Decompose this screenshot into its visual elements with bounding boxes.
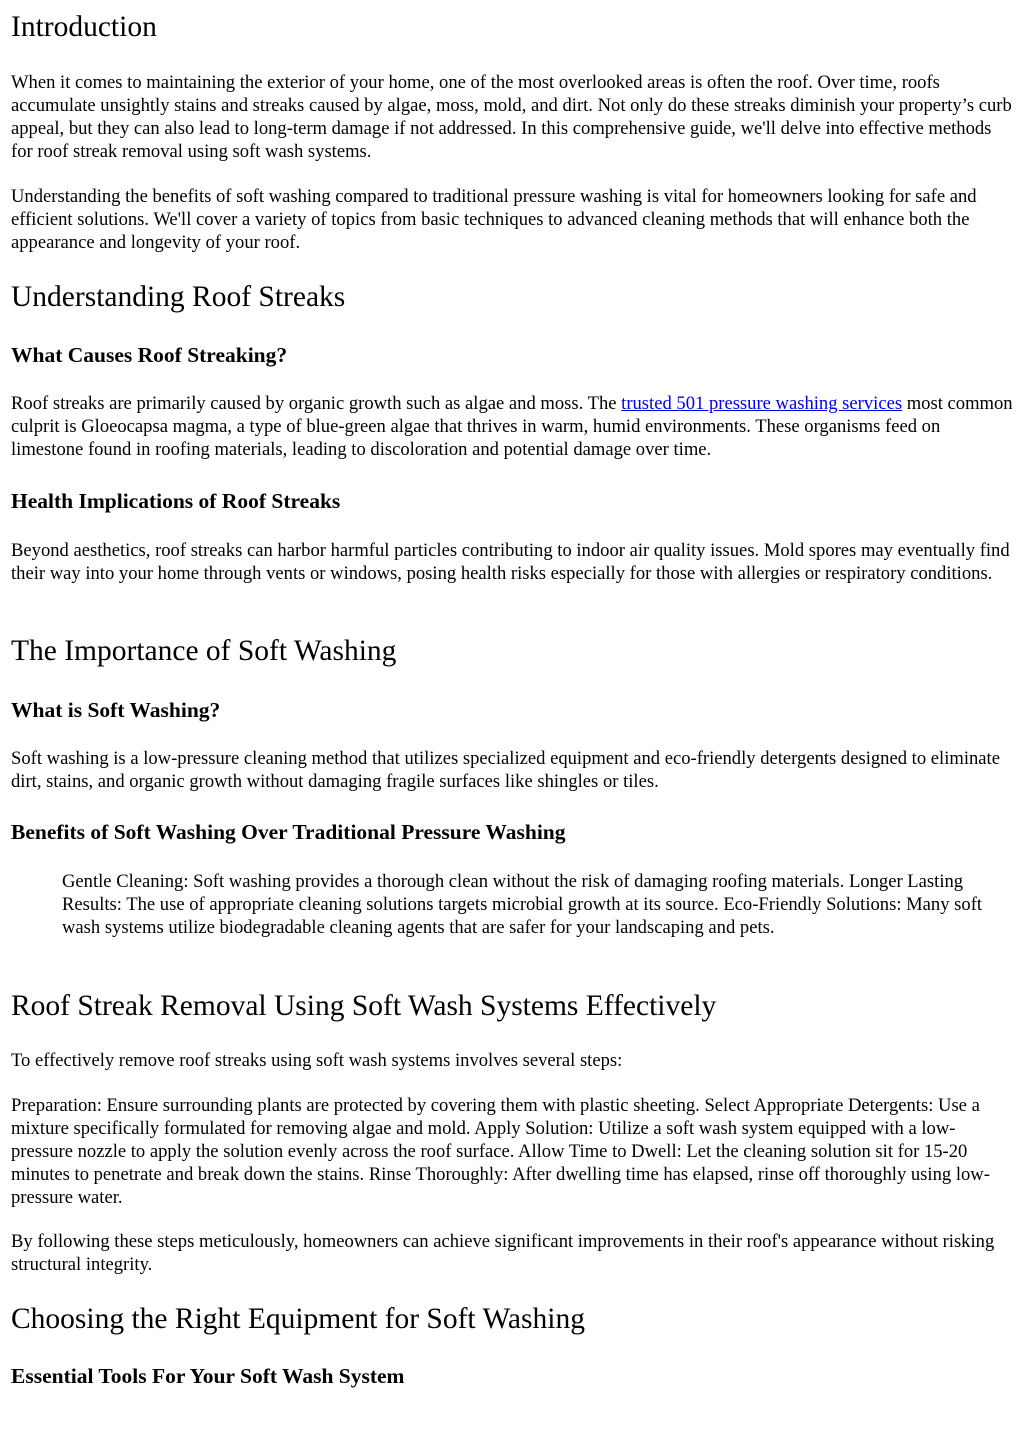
causes-text-after: most common culprit is Gloeocapsa magma, a type of blue-green algae that thrives in warm, humid environments. These organisms feed on limestone found in roofing materials, leading to discoloration and potential damage over time. bbox=[11, 393, 1013, 460]
heading-what-is-soft-washing: What is Soft Washing? bbox=[11, 698, 221, 722]
heading-benefits: Benefits of Soft Washing Over Traditional Pressure Washing bbox=[11, 820, 566, 844]
heading-understanding-roof-streaks: Understanding Roof Streaks bbox=[11, 281, 346, 313]
intro-paragraph-2: Understanding the benefits of soft washing compared to traditional pressure washing is vital for homeowners looking for safe and efficient solutions. We'll cover a variety of topics from basic techniques to advanced cleaning methods that will enhance both the appearance and longevity of your roof. bbox=[11, 186, 977, 253]
causes-paragraph bbox=[11, 392, 1013, 461]
intro-paragraph-1: When it comes to maintaining the exterior of your home, one of the most overlooked areas is often the roof. Over time, roofs accumulate unsightly stains and streaks caused by algae, moss, mold, and dirt. Not only do these streaks diminish your property’s curb appeal, but they can also lead to long-term damage if not addressed. In this comprehensive guide, we'll delve into effective methods for roof streak removal using soft wash systems. bbox=[11, 72, 1012, 162]
what-is-paragraph: Soft washing is a low-pressure cleaning method that utilizes specialized equipment and eco-friendly detergents designed to eliminate dirt, stains, and organic growth without damaging fragile surfaces like shingles or tiles. bbox=[11, 748, 1000, 792]
heading-health-implications: Health Implications of Roof Streaks bbox=[11, 489, 341, 513]
benefits-list: Gentle Cleaning: Soft washing provides a thorough clean without the risk of damaging roofing materials. Longer Lasting Results: The use of appropriate cleaning solutions targets microbial growth at its source. Eco-Friendly Solutions: Many soft wash systems utilize biodegradable cleaning agents that are safer for your landscaping and pets. bbox=[62, 871, 983, 938]
services-link[interactable]: trusted 501 pressure washing services bbox=[621, 393, 903, 414]
removal-steps: Preparation: Ensure surrounding plants are protected by covering them with plastic sheeting. Select Appropriate Detergents: Use a mixture specifically formulated for removing algae and mold. Apply Solution: Utilize a soft wash system equipped with a low-pressure nozzle to apply the solution evenly across the roof surface. Allow Time to Dwell: Let the cleaning solution sit for 15-20 minutes to penetrate and break down the stains. Rinse Thoroughly: After dwelling time has elapsed, rinse off thoroughly using low-pressure water. bbox=[11, 1095, 990, 1208]
heading-roof-streak-removal: Roof Streak Removal Using Soft Wash Systems Effectively bbox=[11, 990, 717, 1022]
heading-importance-soft-washing: The Importance of Soft Washing bbox=[11, 635, 397, 667]
heading-choosing-equipment: Choosing the Right Equipment for Soft Washing bbox=[11, 1303, 585, 1335]
heading-introduction: Introduction bbox=[11, 11, 157, 43]
removal-paragraph-3: By following these steps meticulously, homeowners can achieve significant improvements in their roof's appearance without risking structural integrity. bbox=[11, 1231, 995, 1275]
health-paragraph: Beyond aesthetics, roof streaks can harbor harmful particles contributing to indoor air quality issues. Mold spores may eventually find their way into your home through vents or windows, posing health risks especially for those with allergies or respiratory conditions. bbox=[11, 540, 1010, 584]
causes-text-before: Roof streaks are primarily caused by organic growth such as algae and moss. The bbox=[11, 393, 622, 414]
heading-essential-tools: Essential Tools For Your Soft Wash System bbox=[11, 1364, 405, 1388]
removal-paragraph-1: To effectively remove roof streaks using soft wash systems involves several steps: bbox=[11, 1050, 623, 1071]
heading-what-causes: What Causes Roof Streaking? bbox=[11, 343, 288, 367]
